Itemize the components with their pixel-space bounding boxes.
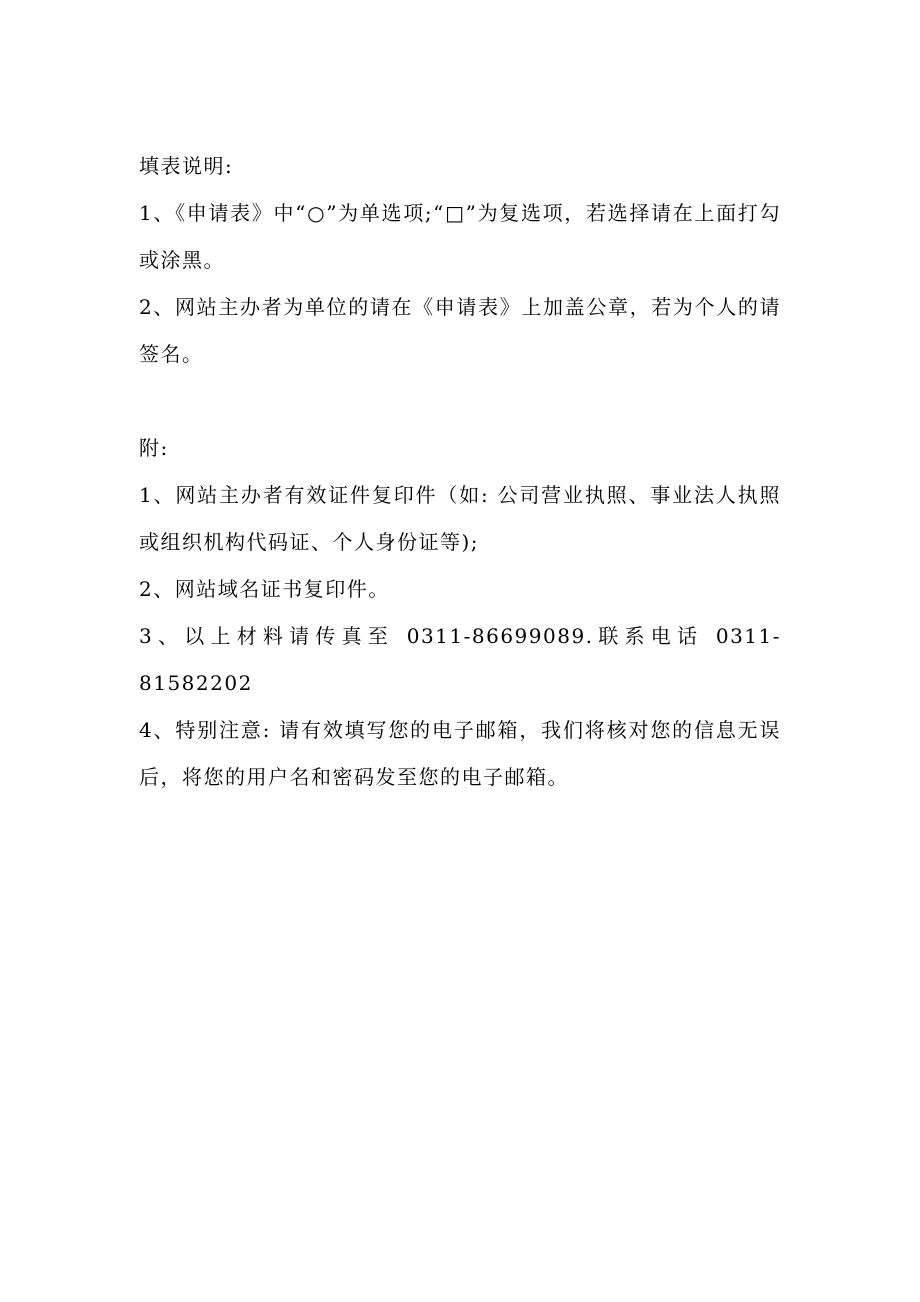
attachment-item-4: 4、特别注意: 请有效填写您的电子邮箱，我们将核对您的信息无误后，将您的用户名和密码发至您的电子邮箱。: [139, 718, 781, 789]
section-spacer: [139, 378, 781, 425]
attachment-item-2: 2、网站域名证书复印件。: [139, 577, 390, 601]
attachment-item-1: 1、网站主办者有效证件复印件（如: 公司营业执照、事业法人执照或组织机构代码证、个人身份证等);: [139, 483, 781, 554]
instruction-item-2: 2、网站主办者为单位的请在《申请表》上加盖公章，若为个人的请签名。: [139, 295, 781, 366]
instruction-item-1: 1、《申请表》中“○”为单选项;“□”为复选项，若选择请在上面打勾或涂黑。: [139, 201, 781, 272]
attachments-title: 附:: [139, 436, 169, 460]
document-body: [139, 143, 781, 801]
attachment-item-3: 3、以上材料请传真至 0311-86699089.联系电话 0311-81582202: [139, 624, 781, 695]
instructions-title: 填表说明:: [139, 154, 234, 178]
